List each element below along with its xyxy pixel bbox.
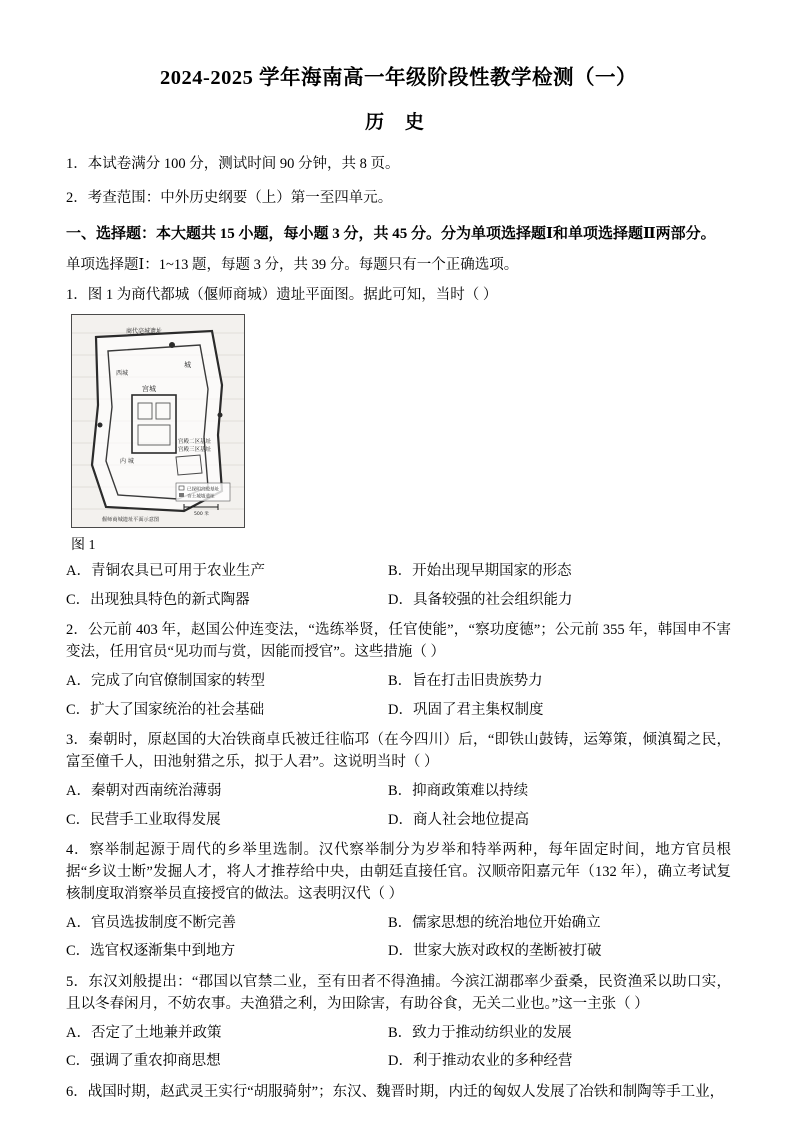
svg-text:宫城: 宫城 [142, 384, 156, 393]
note-line-2: 2．考查范围：中外历史纲要（上）第一至四单元。 [66, 189, 393, 206]
page-title: 2024-2025 学年海南高一年级阶段性教学检测（一） [160, 67, 637, 89]
question-6-stem: 6．战国时期，赵武灵王实行“胡服骑射”；东汉、魏晋时期，内迁的匈奴人发展了冶铁和制陶等手工业， [66, 1084, 725, 1101]
figure-1-image [71, 314, 245, 528]
question-5-options-row-1 [66, 1023, 731, 1045]
question-5-option-b: B．致力于推动纺织业的发展 [388, 1024, 572, 1041]
svg-text:夯土城墙遗址: 夯土城墙遗址 [187, 494, 215, 500]
question-1-text: 图 1 为商代都城（偃师商城）遗址平面图。据此可知，当时（ ） [87, 287, 498, 304]
question-3-option-d: D．商人社会地位提高 [388, 811, 529, 828]
question-5-option-a: A．否定了土地兼并政策 [66, 1024, 222, 1041]
svg-text:500 米: 500 米 [194, 511, 209, 517]
subject-title: 历 史 [365, 111, 432, 133]
question-2-stem: 2．公元前 403 年，赵国公仲连变法，“选练举贤，任官使能”，“察功度德”；公元前 355 年，韩国申不害变法，任用官员“见功而与赏，因能而授官”。这些措施（ ） [66, 622, 731, 661]
question-1-options-row-2 [66, 590, 731, 612]
question-1-options-row-1 [66, 561, 731, 583]
question-3-option-c: C．民营手工业取得发展 [66, 811, 221, 828]
question-4-stem: 4．察举制起源于周代的乡举里选制。汉代察举制分为岁举和特举两种，每年固定时间，地方官员根据“乡议士断”发掘人才，将人才推荐给中央，由朝廷直接任官。汉顺帝阳嘉元年（132 年），确立考试复核制度取消察举员直接授官的做法。这表明汉代（ ） [66, 842, 731, 902]
question-1-option-c: C．出现独具特色的新式陶器 [66, 591, 250, 608]
question-1-number: 1． [66, 287, 88, 304]
svg-text:城: 城 [184, 360, 191, 369]
question-1-stem [66, 285, 731, 307]
sub-heading: 单项选择题Ⅰ：1~13 题，每题 3 分，共 39 分。每题只有一个正确选项。 [66, 257, 519, 274]
svg-text:偃师商城遗址平面示意图: 偃师商城遗址平面示意图 [102, 516, 160, 523]
svg-text:西城: 西城 [116, 369, 129, 377]
note-line-1: 1．本试卷满分 100 分，测试时间 90 分钟，共 8 页。 [66, 155, 400, 172]
question-2-option-b: B．旨在打击旧贵族势力 [388, 672, 543, 689]
question-2-options-row-2 [66, 700, 731, 722]
figure-1-wrapper [71, 314, 731, 554]
question-3-options-row-1 [66, 781, 731, 803]
question-1-option-a: A．青铜农具已可用于农业生产 [66, 562, 265, 579]
question-4-option-b: B．儒家思想的统治地位开始确立 [388, 914, 601, 931]
svg-text:宫殿三区基址: 宫殿三区基址 [178, 446, 212, 453]
question-3-option-b: B．抑商政策难以持续 [388, 782, 529, 799]
question-4-options-row-1 [66, 913, 731, 935]
question-3-option-a: A．秦朝对西南统治薄弱 [66, 782, 222, 799]
question-2-options-row-1 [66, 671, 731, 693]
question-4-options-row-2 [66, 941, 731, 963]
question-5-option-d: D．利于推动农业的多种经营 [388, 1053, 573, 1070]
section-heading: 一、选择题：本大题共 15 小题，每小题 3 分，共 45 分。分为单项选择题Ⅰ和单项选择题Ⅱ两部分。 [66, 225, 716, 242]
question-2-option-d: D．巩固了君主集权制度 [388, 701, 544, 718]
question-5-option-c: C．强调了重农抑商思想 [66, 1053, 221, 1070]
question-4-option-a: A．官员选拔制度不断完善 [66, 914, 236, 931]
question-4-option-c: C．选官权逐渐集中到地方 [66, 943, 236, 960]
question-5-options-row-2 [66, 1051, 731, 1073]
svg-text:内 城: 内 城 [120, 457, 134, 465]
question-2-option-a: A．完成了向官僚制国家的转型 [66, 672, 265, 689]
question-1-option-d: D．具备较强的社会组织能力 [388, 591, 573, 608]
figure-1-caption: 图 1 [71, 537, 96, 553]
question-4-option-d: D．世家大族对政权的垄断被打破 [388, 943, 602, 960]
shang-capital-plan-icon [72, 315, 244, 527]
question-3-stem: 3．秦朝时，原赵国的大冶铁商卓氏被迁往临邛（在今四川）后，“即铁山鼓铸，运筹策，倾滇蜀之民，富至僮千人，田池射猎之乐，拟于人君”。这说明当时（ ） [66, 732, 731, 771]
svg-text:商代亳城遗址: 商代亳城遗址 [126, 327, 163, 335]
question-3-options-row-2 [66, 810, 731, 832]
question-5-stem: 5．东汉刘般提出：“郡国以官禁二业，至有田者不得渔捕。今滨江湖郡率少蚕桑，民资渔采以助口实，且以冬春闲月，不妨农事。夫渔猎之利，为田除害，有助谷食，无关二业也。”这一主张（ ） [66, 974, 731, 1012]
svg-text:已探明宫殿基址: 已探明宫殿基址 [187, 487, 220, 493]
svg-text:宫殿二区基址: 宫殿二区基址 [178, 438, 212, 445]
question-2-option-c: C．扩大了国家统治的社会基础 [66, 701, 265, 718]
question-1-option-b: B．开始出现早期国家的形态 [388, 562, 572, 579]
